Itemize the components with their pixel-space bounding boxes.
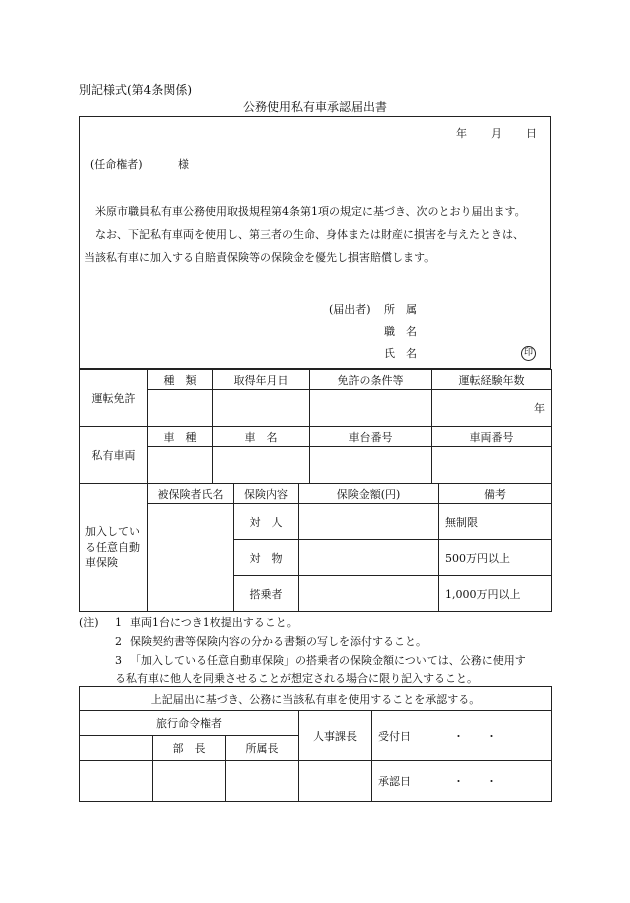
vehicle-label: 私有車両 xyxy=(80,427,148,484)
note-3-continuation: る私有車に他人を同乗させることが想定される場合に限り記入すること。 xyxy=(115,672,478,685)
license-vehicle-table xyxy=(79,369,552,484)
insurance-amount-bodily[interactable] xyxy=(299,504,439,540)
insurance-label xyxy=(80,484,148,612)
note-1-number: 1 xyxy=(115,616,122,629)
note-2-text: 保険契約書等保険内容の分かる書類の写しを添付すること。 xyxy=(130,635,427,648)
declaration-paragraph-1: 米原市職員私有車公務使用取扱規程第4条第1項の規定に基づき、次のとおり届出ます。 xyxy=(95,205,526,218)
approved-date-dots: ・ ・ xyxy=(453,775,497,788)
license-header-experience: 運転経験年数 xyxy=(432,370,552,390)
approved-date-label: 承認日 xyxy=(378,775,411,788)
insurance-content-property: 対 物 xyxy=(234,540,299,576)
date-day: 日 xyxy=(526,127,537,140)
insurance-note-bodily: 無制限 xyxy=(439,504,552,540)
approval-stamp-blank[interactable] xyxy=(80,761,153,802)
received-date-dots: ・ ・ xyxy=(453,729,497,743)
insurance-note-property: 500万円以上 xyxy=(439,540,552,576)
license-label: 運転免許 xyxy=(80,370,148,427)
insurance-header-content: 保険内容 xyxy=(234,484,299,504)
vehicle-name-cell[interactable] xyxy=(213,447,310,484)
insurance-content-bodily: 対 人 xyxy=(234,504,299,540)
department-head-header: 部 長 xyxy=(153,736,226,761)
license-header-type: 種 類 xyxy=(148,370,213,390)
applicant-label: (届出者) xyxy=(329,303,371,316)
addressee: (任命権者) xyxy=(90,158,143,171)
notes-prefix: (注) xyxy=(79,616,99,629)
insurance-header-amount: 保険金額(円) xyxy=(299,484,439,504)
position-label: 職 名 xyxy=(384,325,417,338)
declaration-paragraph-2a: なお、下記私有車両を使用し、第三者の生命、身体または財産に損害を与えたときは、 xyxy=(95,228,524,241)
department-head-stamp[interactable] xyxy=(153,761,226,802)
license-type-cell[interactable] xyxy=(148,390,213,427)
license-header-acquired: 取得年月日 xyxy=(213,370,310,390)
insurance-header-note: 備考 xyxy=(439,484,552,504)
document-title: 公務使用私有車承認届出書 xyxy=(242,100,387,114)
vehicle-header-chassis: 車台番号 xyxy=(310,427,432,447)
license-header-conditions: 免許の条件等 xyxy=(310,370,432,390)
insurance-label-text: 加入している任意自動車保険 xyxy=(85,524,140,570)
insurance-amount-property[interactable] xyxy=(299,540,439,576)
note-3-text: 「加入している任意自動車保険」の搭乗者の保険金額については、公務に使用す xyxy=(130,654,526,667)
vehicle-plate-cell[interactable] xyxy=(432,447,552,484)
note-2-number: 2 xyxy=(115,635,122,648)
insurance-header-insured: 被保険者氏名 xyxy=(148,484,234,504)
date-year: 年 xyxy=(456,127,467,140)
license-experience-cell[interactable]: 年 xyxy=(432,390,552,427)
note-1-text: 車両1台につき1枚提出すること。 xyxy=(130,616,298,629)
approved-date-cell[interactable] xyxy=(372,761,552,802)
seal-mark: 印 xyxy=(521,346,536,361)
insured-name-cell[interactable] xyxy=(148,504,234,612)
approval-statement: 上記届出に基づき、公務に当該私有車を使用することを承認する。 xyxy=(80,687,552,711)
hr-manager-header: 人事課長 xyxy=(299,711,372,761)
received-date-cell[interactable] xyxy=(372,711,552,761)
travel-authority-header: 旅行命令権者 xyxy=(80,711,299,736)
date-month: 月 xyxy=(491,127,502,140)
affiliation-label: 所 属 xyxy=(384,303,417,316)
vehicle-chassis-cell[interactable] xyxy=(310,447,432,484)
section-head-stamp[interactable] xyxy=(226,761,299,802)
received-date-label: 受付日 xyxy=(378,729,411,743)
license-conditions-cell[interactable] xyxy=(310,390,432,427)
insurance-note-passenger: 1,000万円以上 xyxy=(439,576,552,612)
form-reference: 別記様式(第4条関係) xyxy=(79,83,192,97)
insurance-amount-passenger[interactable] xyxy=(299,576,439,612)
insurance-table xyxy=(79,483,552,612)
insurance-content-passenger: 搭乗者 xyxy=(234,576,299,612)
declaration-paragraph-2b: 当該私有車に加入する自賠責保険等の保険金を優先し損害賠償します。 xyxy=(84,251,436,264)
note-3-number: 3 xyxy=(115,654,122,667)
vehicle-header-name: 車 名 xyxy=(213,427,310,447)
honorific: 様 xyxy=(178,158,189,171)
approval-table xyxy=(79,686,552,802)
vehicle-header-plate: 車両番号 xyxy=(432,427,552,447)
section-head-header: 所属長 xyxy=(226,736,299,761)
vehicle-type-cell[interactable] xyxy=(148,447,213,484)
hr-manager-stamp[interactable] xyxy=(299,761,372,802)
vehicle-header-type: 車 種 xyxy=(148,427,213,447)
approval-blank-header xyxy=(80,736,153,761)
name-label: 氏 名 xyxy=(384,347,417,360)
declaration-box xyxy=(79,116,551,369)
license-acquired-cell[interactable] xyxy=(213,390,310,427)
